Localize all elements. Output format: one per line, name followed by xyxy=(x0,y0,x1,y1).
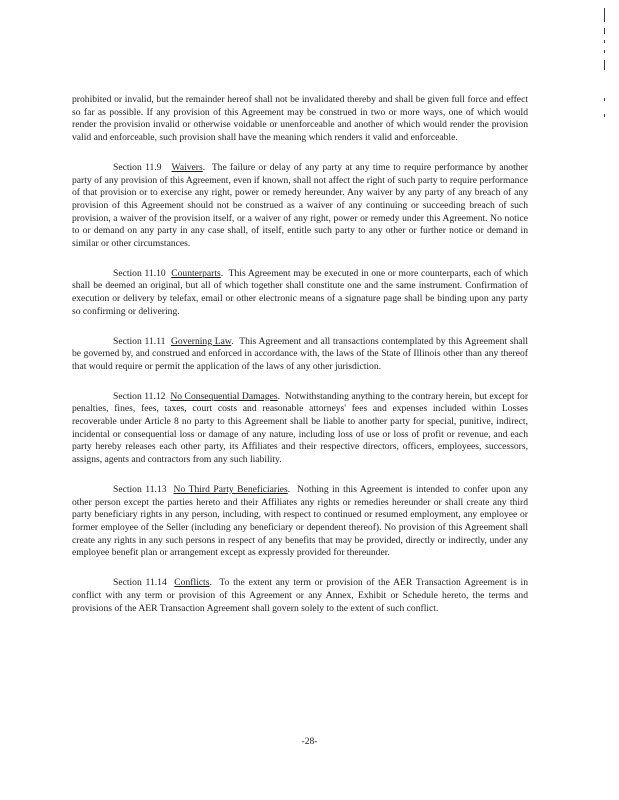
section-number: Section 11.10 xyxy=(113,267,166,279)
margin-scan-marks xyxy=(604,6,607,126)
section-no-third-party-beneficiaries: Section 11.13 No Third Party Beneficiaries. Nothing in this Agreement is intended to confer upon any other person except the parties hereto and their Affiliates any rights or remedies hereunder or shall create any third party beneficiary rights in any person, including, with respect to continued or resumed employment, any employee or former employee of the Seller (including any beneficiary or dependent thereof). No provision of this Agreement shall create any rights in any such persons in respect of any benefits that may be provided, directly or indirectly, under any employee benefit plan or arrangement except as expressly provided for thereunder. xyxy=(72,483,528,559)
section-number: Section 11.12 xyxy=(113,390,166,402)
section-number: Section 11.14 xyxy=(113,577,167,589)
section-text: To the extent any term or provision of the AER Transaction Agreement is in conflict with any term or provision of this Agreement or any Annex, Exhibit or Schedule hereto, the terms and provisions of the AER Transaction Agreement shall govern solely to the extent of such conflict. xyxy=(72,577,529,614)
section-heading: Waivers xyxy=(171,161,203,173)
section-waivers: Section 11.9 Waivers. The failure or delay of any party at any time to require performance by another party of any provision of this Agreement, even if known, shall not affect the right of such party to require performance of that provision or to exercise any right, power or remedy hereunder. Any waiver by any party of any breach of any provision of this Agreement should not be construed as a waiver of any continuing or succeeding breach of such provision, a waiver of the provision itself, or a waiver of any right, power or remedy under this Agreement. No notice to or demand on any party in any case shall, of itself, entitle such party to any other or further notice or demand in similar or other circumstances. xyxy=(72,161,528,250)
section-text: This Agreement and all transactions contemplated by this Agreement shall be governed by, and construed and enforced in accordance with, the laws of the State of Illinois other than any thereof that would require or permit the application of the laws of any other jurisdiction. xyxy=(72,335,528,372)
section-counterparts: Section 11.10 Counterparts. This Agreement may be executed in one or more counterparts, each of which shall be deemed an original, but all of which together shall constitute one and the same instrument. Confirmation of execution or delivery by telefax, email or other electronic means of a signature page shall be binding upon any party so confirming or delivering. xyxy=(72,267,529,317)
page-number: -28- xyxy=(301,736,318,747)
section-heading: Counterparts xyxy=(171,267,221,279)
section-number: Section 11.11 xyxy=(113,335,166,347)
section-governing-law: Section 11.11 Governing Law. This Agreement and all transactions contemplated by this Agreement shall be governed by, and construed and enforced in accordance with, the laws of the State of Illinois other than any thereof that would require or permit the application of the laws of any other jurisdiction. xyxy=(72,335,528,372)
section-text: Nothing in this Agreement is intended to confer upon any other person except the parties hereto and their Affiliates any rights or remedies hereunder or shall create any third party beneficiary rights in any person, including, with respect to continued or resumed employment, any employee or former employee of the Seller (including any beneficiary or dependent thereof). No provision of this Agreement shall create any rights in any such persons in respect of any benefits that may be provided, directly or indirectly, under any employee benefit plan or arrangement except as expressly provided for thereunder. xyxy=(72,483,528,559)
section-heading: Governing Law xyxy=(171,335,232,347)
section-text: The failure or delay of any party at any time to require performance by another party of any provision of this Agreement, even if known, shall not affect the right of such party to require performance of that provision or to exercise any right, power or remedy hereunder. Any waiver by any party of any breach of any provision of this Agreement should not be construed as a waiver of any continuing or succeeding breach of such provision, a waiver of the provision itself, or a waiver of any right, power or remedy under this Agreement. No notice to or demand on any party in any case shall, of itself, entitle such party to any other or further notice or demand in similar or other circumstances. xyxy=(72,161,528,250)
section-text: Notwithstanding anything to the contrary herein, but except for penalties, fines, fees, taxes, court costs and reasonable attorneys' fees and expenses included within Losses recoverable under Article 8 no party to this Agreement shall be liable to another party for special, punitive, indirect, incidental or consequential loss or damage of any nature, including loss of use or loss of profit or revenue, and each party hereby releases each other party, its Affiliates and their respective directors, officers, employees, successors, assigns, agents and contractors from any such liability. xyxy=(72,390,529,466)
section-heading: No Third Party Beneficiaries xyxy=(173,483,288,495)
intro-paragraph: prohibited or invalid, but the remainder hereof shall not be invalidated thereby and shall be given full force and effect so far as possible. If any provision of this Agreement may be construed in two or more ways, one of which would render the provision invalid or otherwise voidable or unenforceable and another of which would render the provision valid and enforceable, such provision shall have the meaning which renders it valid and enforceable. xyxy=(72,94,528,144)
section-heading: Conflicts xyxy=(174,577,210,589)
section-number: Section 11.9 xyxy=(113,161,162,173)
section-text: This Agreement may be executed in one or more counterparts, each of which shall be deemed an original, but all of which together shall constitute one and the same instrument. Confirmation of execution or delivery by telefax, email or other electronic means of a signature page shall be binding upon any party so confirming or delivering. xyxy=(72,267,529,317)
document-body xyxy=(72,94,528,632)
section-number: Section 11.13 xyxy=(113,483,167,495)
section-no-consequential-damages: Section 11.12 No Consequential Damages. Notwithstanding anything to the contrary herein, but except for penalties, fines, fees, taxes, court costs and reasonable attorneys' fees and expenses included within Losses recoverable under Article 8 no party to this Agreement shall be liable to another party for special, punitive, indirect, incidental or consequential loss or damage of any nature, including loss of use or loss of profit or revenue, and each party hereby releases each other party, its Affiliates and their respective directors, officers, employees, successors, assigns, agents and contractors from any such liability. xyxy=(72,390,529,466)
section-heading: No Consequential Damages xyxy=(170,390,278,402)
section-conflicts: Section 11.14 Conflicts. To the extent any term or provision of the AER Transaction Agreement is in conflict with any term or provision of this Agreement or any Annex, Exhibit or Schedule hereto, the terms and provisions of the AER Transaction Agreement shall govern solely to the extent of such conflict. xyxy=(72,577,529,614)
